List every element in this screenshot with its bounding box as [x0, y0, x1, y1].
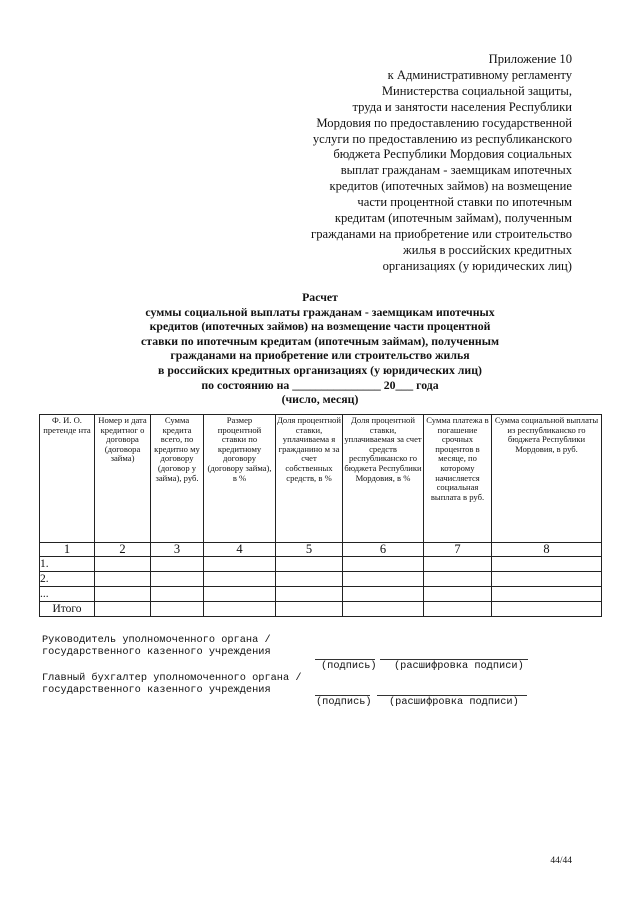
- header-budget-share: Доля процентной ставки, уплачиваемая за счет средств республиканско го бюджета Республики Мордовия, в %: [343, 415, 424, 543]
- table-cell: [276, 602, 343, 617]
- page-number: 44/44: [550, 856, 572, 866]
- header-social-payment: Сумма социальной выплаты из республиканско го бюджета Республики Мордовия, в руб.: [492, 415, 602, 543]
- column-number: 6: [343, 543, 424, 557]
- table-cell: [424, 602, 492, 617]
- table-cell: [492, 557, 602, 572]
- accountant-signature-label: [42, 672, 302, 696]
- row-label: 2.: [40, 572, 95, 587]
- title-line: ставки по ипотечным кредитам (ипотечным займам), полученным: [141, 333, 499, 348]
- table-cell: [204, 587, 276, 602]
- row-label-total: Итого: [40, 602, 95, 617]
- table-header-row: [40, 415, 602, 543]
- appendix-line: организациях (у юридических лиц): [382, 258, 572, 273]
- document-title: [90, 290, 550, 407]
- header-credit-amount: Сумма кредита всего, по кредитно му договору (договор у займа), руб.: [151, 415, 204, 543]
- appendix-line: к Административному регламенту: [387, 67, 572, 82]
- accountant-decode-caption: (расшифровка подписи): [389, 696, 519, 708]
- title-line: Расчет: [302, 290, 338, 304]
- table-cell: [204, 572, 276, 587]
- head-title-line: Руководитель уполномоченного органа /: [42, 634, 271, 646]
- appendix-header: [242, 52, 572, 275]
- accountant-title-line: Главный бухгалтер уполномоченного органа /: [42, 672, 302, 684]
- table-cell: [424, 587, 492, 602]
- head-decode-caption: (расшифровка подписи): [394, 660, 524, 672]
- title-line: суммы социальной выплаты гражданам - заемщикам ипотечных: [145, 304, 495, 319]
- header-interest-rate: Размер процентной ставки по кредитному договору (договору займа), в %: [204, 415, 276, 543]
- accountant-org-line: государственного казенного учреждения: [42, 684, 271, 696]
- table-cell: [424, 572, 492, 587]
- title-line: по состоянию на _______________ 20___ года: [201, 377, 439, 392]
- column-number: 8: [492, 543, 602, 557]
- table-cell: [492, 572, 602, 587]
- table-cell: [343, 587, 424, 602]
- head-org-line: государственного казенного учреждения: [42, 646, 271, 658]
- table-cell: [95, 557, 151, 572]
- appendix-line: услуги по предоставлению из республиканского: [312, 131, 572, 146]
- appendix-line: кредитам (ипотечным займам), полученным: [334, 211, 572, 226]
- table-cell: [151, 587, 204, 602]
- table-cell: [343, 602, 424, 617]
- appendix-line: Министерства социальной защиты,: [381, 83, 572, 98]
- appendix-line: кредитов (ипотечных займов) на возмещение: [329, 179, 572, 194]
- appendix-line: жилья в российских кредитных: [403, 242, 572, 257]
- appendix-line: Приложение 10: [488, 52, 572, 66]
- header-own-share: Доля процентной ставки, уплачиваема я гражданино м за счет собственных средств, в %: [276, 415, 343, 543]
- column-numbers-row: [40, 543, 602, 557]
- table-row: [40, 557, 602, 572]
- table-cell: [151, 572, 204, 587]
- column-number: 3: [151, 543, 204, 557]
- table-row: [40, 587, 602, 602]
- appendix-line: Мордовия по предоставлению государственной: [316, 115, 572, 130]
- header-interest-payment: Сумма платежа в погашение срочных процентов в месяце, по которому начисляется социальная выплата в руб.: [424, 415, 492, 543]
- row-label: ...: [40, 587, 95, 602]
- column-number: 1: [40, 543, 95, 557]
- table-cell: [95, 587, 151, 602]
- appendix-line: бюджета Республики Мордовия социальных: [333, 147, 572, 162]
- title-line: гражданами на приобретение или строительство жилья: [170, 348, 470, 363]
- head-sign-caption: (подпись): [321, 660, 377, 672]
- table-cell: [151, 557, 204, 572]
- appendix-line: выплат гражданам - заемщикам ипотечных: [340, 163, 572, 178]
- table-cell: [95, 572, 151, 587]
- table-cell: [343, 572, 424, 587]
- header-contract-number-date: Номер и дата кредитног о договора (договора займа): [95, 415, 151, 543]
- table-cell: [204, 602, 276, 617]
- table-cell: [276, 557, 343, 572]
- table-cell: [151, 602, 204, 617]
- column-number: 5: [276, 543, 343, 557]
- table-cell: [95, 602, 151, 617]
- title-line: в российских кредитных организациях (у юридических лиц): [158, 362, 482, 377]
- table-row: [40, 572, 602, 587]
- appendix-line: части процентной ставки по ипотечным: [357, 195, 572, 210]
- title-line: (число, месяц): [281, 392, 359, 407]
- appendix-line: труда и занятости населения Республики: [352, 99, 572, 114]
- column-number: 4: [204, 543, 276, 557]
- appendix-line: гражданами на приобретение или строительство: [311, 226, 572, 241]
- table-cell: [343, 557, 424, 572]
- table-cell: [492, 602, 602, 617]
- column-number: 7: [424, 543, 492, 557]
- header-full-name: Ф. И. О. претенде нта: [40, 415, 95, 543]
- table-cell: [276, 572, 343, 587]
- table-cell: [492, 587, 602, 602]
- table-cell: [424, 557, 492, 572]
- table-total-row: [40, 602, 602, 617]
- table-cell: [276, 587, 343, 602]
- calculation-table: [39, 414, 602, 617]
- table-cell: [204, 557, 276, 572]
- title-line: кредитов (ипотечных займов) на возмещение части процентной: [149, 319, 491, 334]
- row-label: 1.: [40, 557, 95, 572]
- column-number: 2: [95, 543, 151, 557]
- head-signature-label: [42, 634, 271, 658]
- accountant-sign-caption: (подпись): [316, 696, 372, 708]
